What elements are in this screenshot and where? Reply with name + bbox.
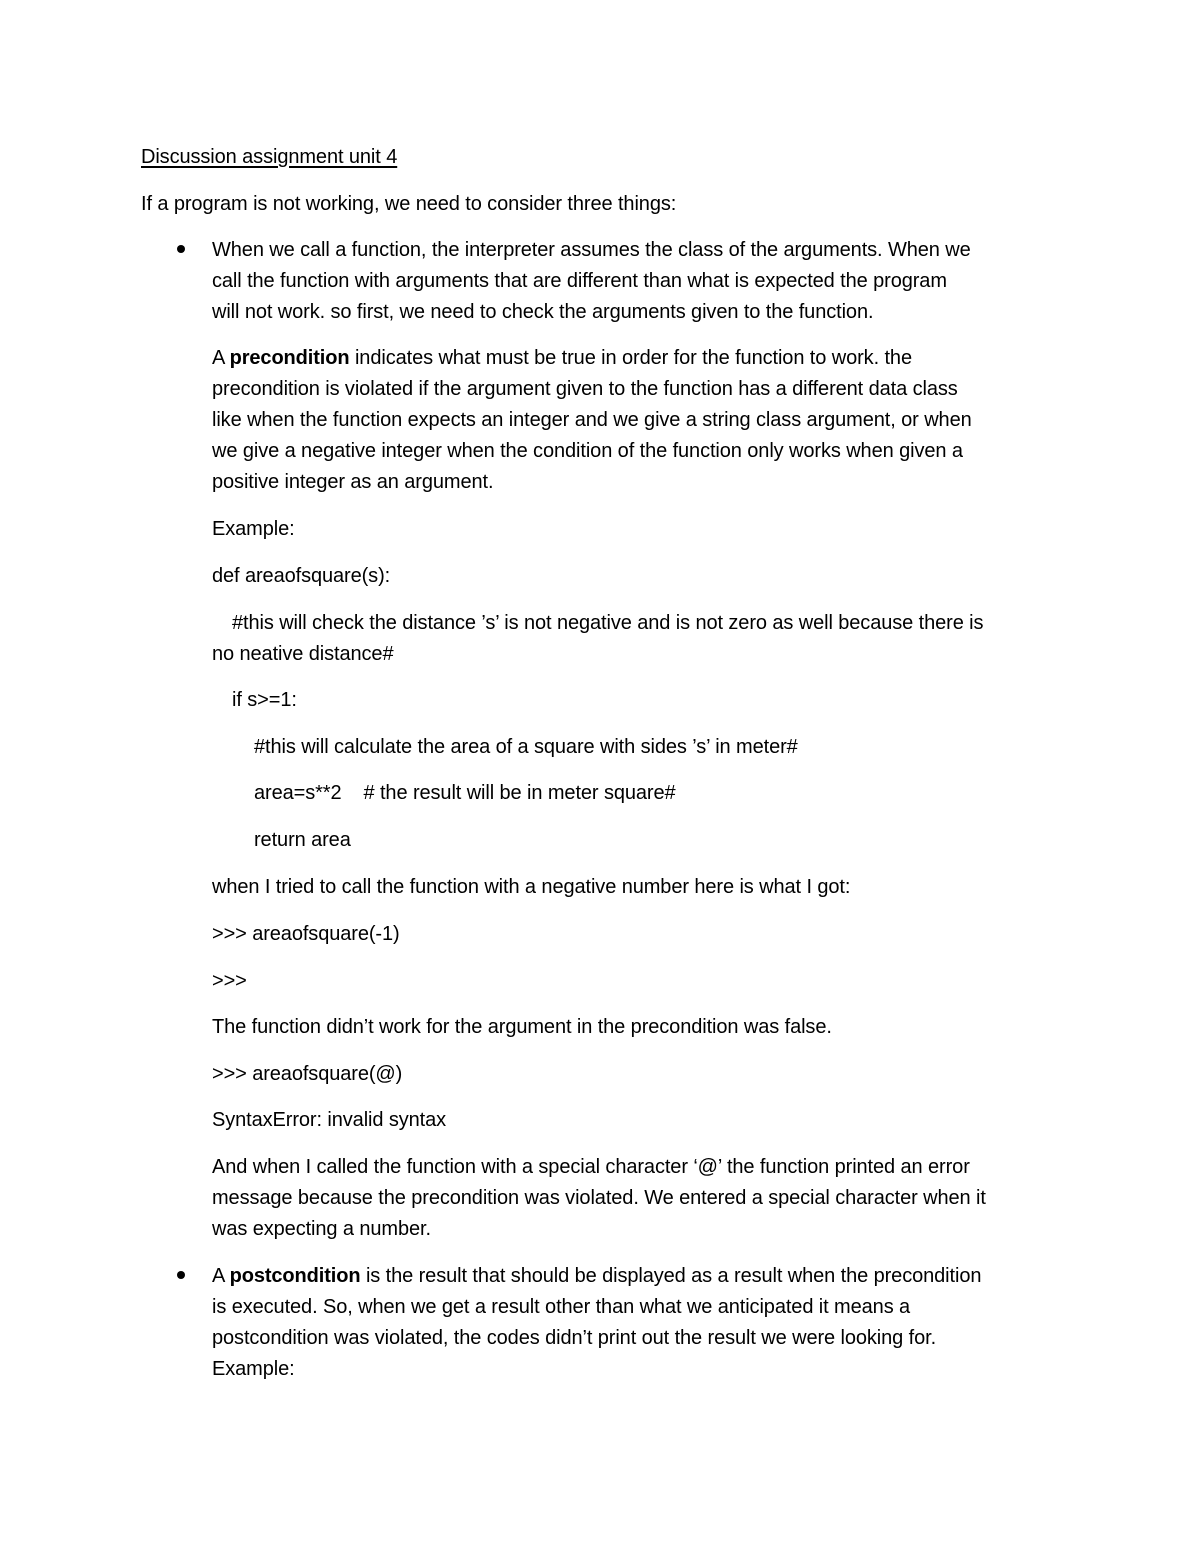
repl-line: >>> areaofsquare(-1)	[212, 923, 400, 945]
postcondition-paragraph-line: A postcondition is the result that should be displayed as a result when the precondition	[212, 1265, 982, 1287]
postcondition-paragraph-line: postcondition was violated, the codes didn’t print out the result we were looking for.	[212, 1327, 937, 1349]
document-title: Discussion assignment unit 4	[141, 146, 398, 168]
precondition-paragraph-line: positive integer as an argument.	[212, 471, 494, 493]
code-return-line: return area	[254, 829, 351, 851]
example-label: Example:	[212, 518, 295, 540]
repl-line: >>>	[212, 970, 247, 992]
intro-paragraph: If a program is not working, we need to consider three things:	[141, 193, 677, 215]
code-comment-line: #this will calculate the area of a square with sides ’s’ in meter#	[254, 736, 798, 758]
postcondition-term: postcondition	[229, 1265, 361, 1287]
repl-line: >>> areaofsquare(@)	[212, 1063, 403, 1085]
code-def-line: def areaofsquare(s):	[212, 565, 391, 587]
special-paragraph-line: message because the precondition was violated. We entered a special character when it	[212, 1187, 986, 1209]
bullet-dot-icon	[177, 245, 185, 253]
precondition-paragraph-line: precondition is violated if the argument given to the function has a different data class	[212, 378, 958, 400]
false-paragraph: The function didn’t work for the argument in the precondition was false.	[212, 1016, 832, 1038]
postcondition-paragraph-line: is executed. So, when we get a result other than what we anticipated it means a	[212, 1296, 911, 1318]
code-comment-line: no neative distance#	[212, 643, 394, 665]
postcondition-paragraph-line: Example:	[212, 1358, 295, 1380]
error-line: SyntaxError: invalid syntax	[212, 1109, 447, 1131]
bullet-dot-icon	[177, 1271, 185, 1279]
special-paragraph-line: And when I called the function with a special character ‘@’ the function printed an error	[212, 1156, 970, 1178]
precondition-paragraph-line: A precondition indicates what must be true in order for the function to work. the	[212, 347, 912, 369]
bullet1-line: When we call a function, the interpreter assumes the class of the arguments. When we	[212, 239, 971, 261]
bullet1-line: call the function with arguments that are different than what is expected the program	[212, 270, 947, 292]
precondition-paragraph-line: like when the function expects an integer and we give a string class argument, or when	[212, 409, 972, 431]
bullet1-line: will not work. so first, we need to check the arguments given to the function.	[212, 301, 874, 323]
code-if-line: if s>=1:	[232, 689, 297, 711]
special-paragraph-line: was expecting a number.	[212, 1218, 431, 1240]
code-area-line: area=s**2 # the result will be in meter square#	[254, 782, 676, 804]
precondition-paragraph-line: we give a negative integer when the condition of the function only works when given a	[212, 440, 963, 462]
code-comment-line: #this will check the distance ’s’ is not negative and is not zero as well because there is	[232, 612, 984, 634]
tried-paragraph: when I tried to call the function with a negative number here is what I got:	[212, 876, 851, 898]
precondition-term: precondition	[229, 347, 350, 369]
